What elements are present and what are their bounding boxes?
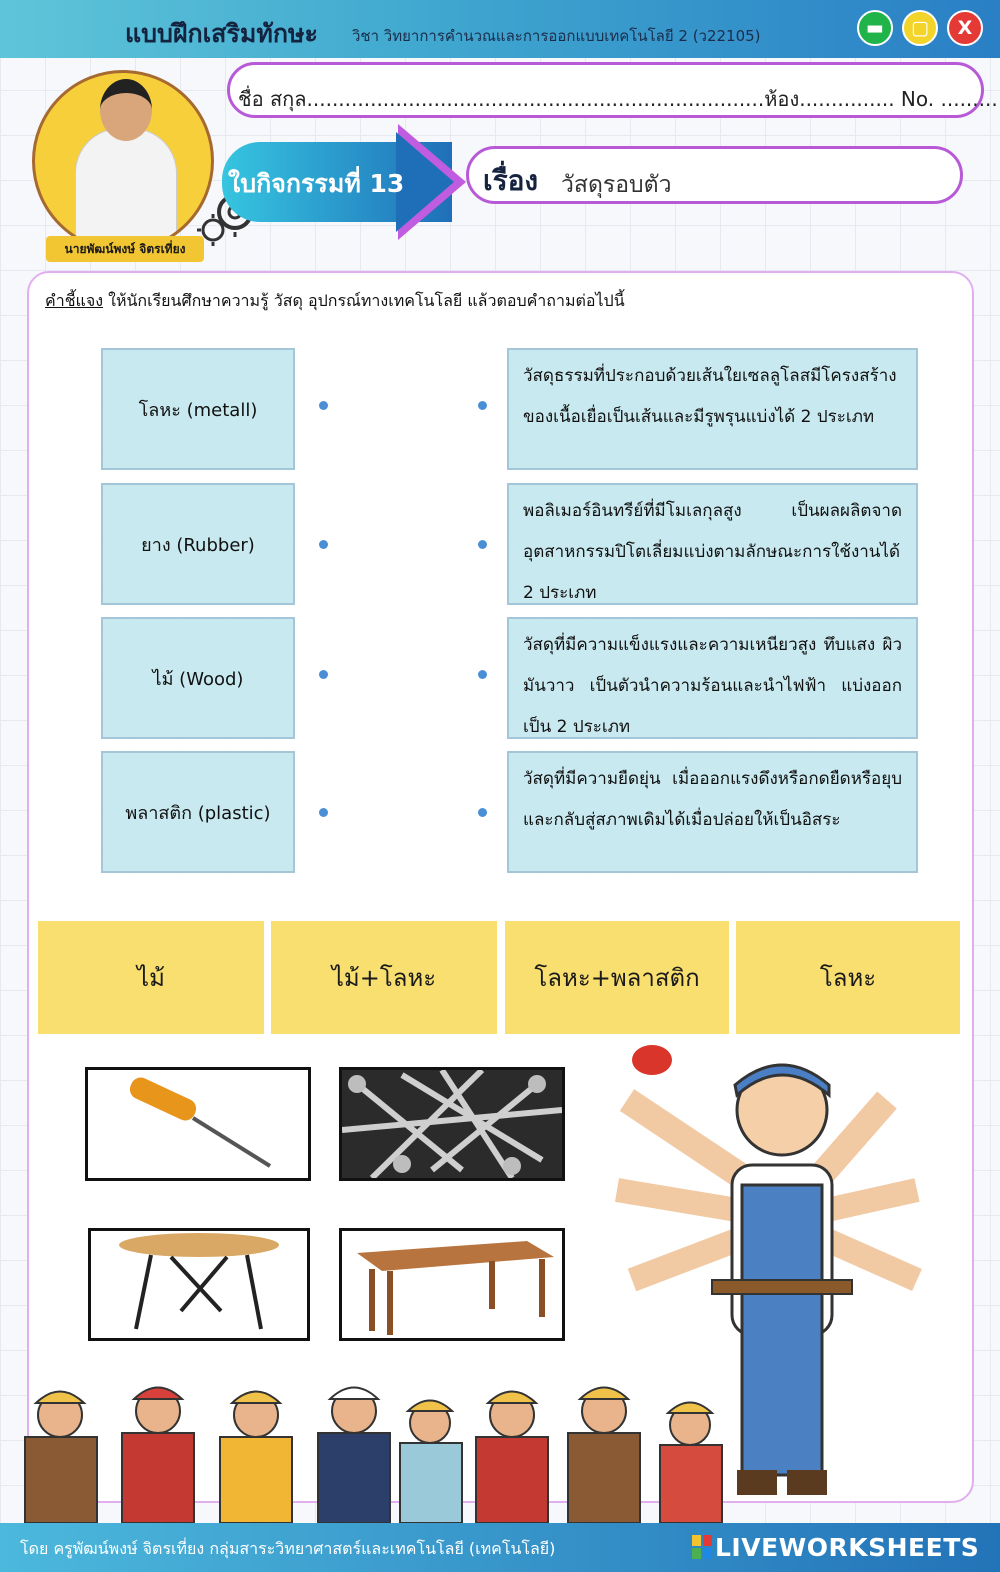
worksheet-title: แบบฝึกเสริมทักษะ — [125, 19, 318, 48]
activity-arrow-fill — [396, 132, 454, 232]
match-left-dot[interactable] — [319, 401, 328, 410]
workers-crowd-illustration — [0, 1375, 760, 1523]
topic-value: วัสดุรอบตัว — [561, 172, 672, 198]
match-right-dot[interactable] — [478, 540, 487, 549]
instruction-text — [45, 289, 625, 314]
match-left-dot[interactable] — [319, 540, 328, 549]
match-right-item: วัสดุธรรมที่ประกอบด้วยเส้นใยเซลลูโลสมีโครงสร้างของเนื้อเยื่อเป็นเส้นและมีรูพรุนแบ่งได้ 2 ประเภท — [507, 348, 918, 470]
student-info-box — [227, 62, 998, 118]
instruction-body: ให้นักเรียนศึกษาความรู้ วัสดุ อุปกรณ์ทางเทคโนโลยี แล้วตอบคำถามต่อไปนี้ — [103, 291, 625, 310]
teacher-name-label: นายพัฒน์พงษ์ จิตรเที่ยง — [46, 236, 204, 262]
answer-option[interactable]: โลหะ — [736, 921, 960, 1034]
match-left-item: โลหะ (metall) — [101, 348, 295, 470]
answer-option[interactable]: ไม้+โลหะ — [271, 921, 497, 1034]
wrenches-image[interactable] — [339, 1067, 565, 1181]
minimize-button[interactable]: ▬ — [857, 10, 893, 46]
student-info-line: ชื่อ สกุล........................................................................ห้อง............... No. ......... — [238, 87, 998, 111]
teacher-uniform — [75, 128, 177, 252]
match-left-dot[interactable] — [319, 670, 328, 679]
match-left-item: พลาสติก (plastic) — [101, 751, 295, 873]
answer-option[interactable]: ไม้ — [38, 921, 264, 1034]
wooden-table-icon — [342, 1231, 562, 1338]
course-subtitle: วิชา วิทยาการคำนวณและการออกแบบเทคโนโลยี 2 (ว22105) — [352, 27, 761, 45]
answer-option[interactable]: โลหะ+พลาสติก — [505, 921, 729, 1034]
liveworksheets-brand[interactable] — [693, 1533, 979, 1562]
teacher-face — [100, 79, 152, 141]
screwdriver-icon — [88, 1070, 308, 1178]
close-button[interactable]: X — [947, 10, 983, 46]
footer-credit: โดย ครูพัฒน์พงษ์ จิตรเที่ยง กลุ่มสาระวิทยาศาสตร์และเทคโนโลยี (เทคโนโลยี) — [20, 1539, 556, 1558]
match-right-dot[interactable] — [478, 401, 487, 410]
match-right-item: พอลิเมอร์อินทรีย์ที่มีโมเลกุลสูง เป็นผลผลิตจาดอุตสาหกรรมปิโตเลี่ยมแบ่งตามลักษณะการใช้งานได้ 2 ประเภท — [507, 483, 918, 605]
match-right-item: วัสดุที่มีความแข็งแรงและความเหนียวสูง ทึบแสง ผิวมันวาว เป็นตัวนำความร้อนและนำไฟฟ้า แบ่งออกเป็น 2 ประเภท — [507, 617, 918, 739]
wooden-table-image[interactable] — [339, 1228, 565, 1341]
match-right-dot[interactable] — [478, 808, 487, 817]
title-bar — [0, 0, 1000, 58]
round-table-icon — [91, 1231, 307, 1338]
brand-text: LIVEWORKSHEETS — [715, 1533, 980, 1562]
match-left-item: ไม้ (Wood) — [101, 617, 295, 739]
teacher-portrait — [32, 70, 214, 252]
instruction-lead: คำชี้แจง — [45, 291, 104, 310]
topic-label: เรื่อง — [483, 164, 539, 197]
wrench-icon — [342, 1070, 562, 1178]
match-right-dot[interactable] — [478, 670, 487, 679]
round-table-image[interactable] — [88, 1228, 310, 1341]
activity-number: ใบกิจกรรมที่ 13 — [228, 169, 405, 198]
screwdriver-image[interactable] — [85, 1067, 311, 1181]
topic-box — [466, 146, 963, 204]
footer-bar — [0, 1523, 1000, 1572]
match-right-item: วัสดุที่มีความยืดยุ่น เมื่อออกแรงดึงหรือกดยืดหรือยุบและกลับสู่สภาพเดิมได้เมื่อปล่อยให้เป็นอิสระ — [507, 751, 918, 873]
match-left-item: ยาง (Rubber) — [101, 483, 295, 605]
maximize-button[interactable]: ▢ — [902, 10, 938, 46]
match-left-dot[interactable] — [319, 808, 328, 817]
